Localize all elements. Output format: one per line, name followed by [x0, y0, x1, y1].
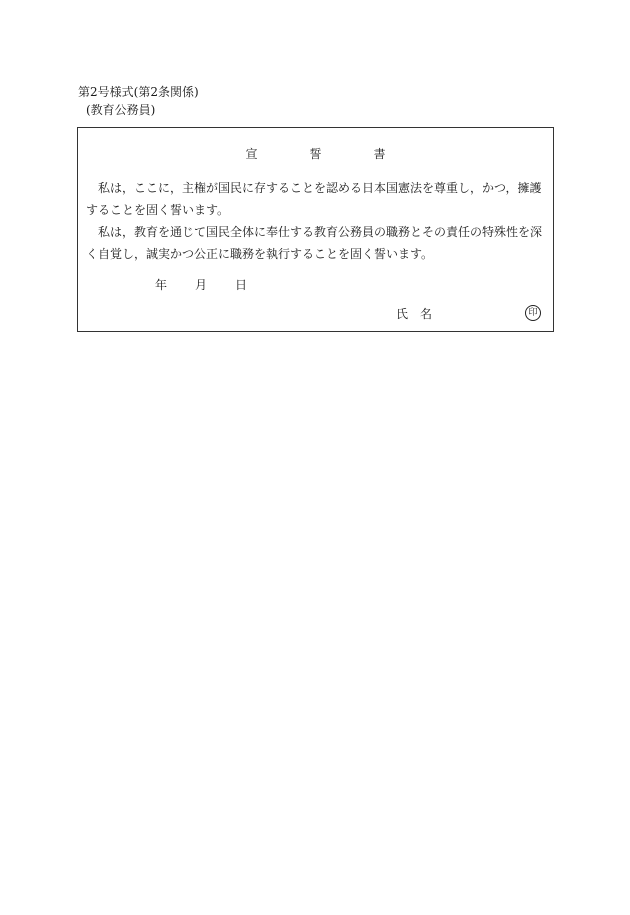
- oath-form-box: [77, 127, 554, 332]
- month-label: 月: [195, 278, 208, 292]
- oath-title: 宣誓書: [245, 147, 438, 161]
- oath-paragraph-1: 私は，ここに，主権が国民に存することを認める日本国憲法を尊重し，かつ，擁護することを固く誓います。: [86, 181, 542, 217]
- form-subtitle: (教育公務員): [86, 103, 156, 117]
- form-number: 第2号様式(第2条関係): [78, 85, 199, 99]
- year-label: 年: [155, 278, 168, 292]
- oath-paragraph-2: 私は，教育を通じて国民全体に奉仕する教育公務員の職務とその責任の特殊性を深く自覚し，誠実かつ公正に職務を執行することを固く誓います。: [86, 225, 543, 261]
- name-label: 氏名: [396, 307, 445, 321]
- seal-mark-icon: 印: [525, 305, 541, 321]
- day-label: 日: [235, 278, 248, 292]
- date-line: [155, 277, 247, 293]
